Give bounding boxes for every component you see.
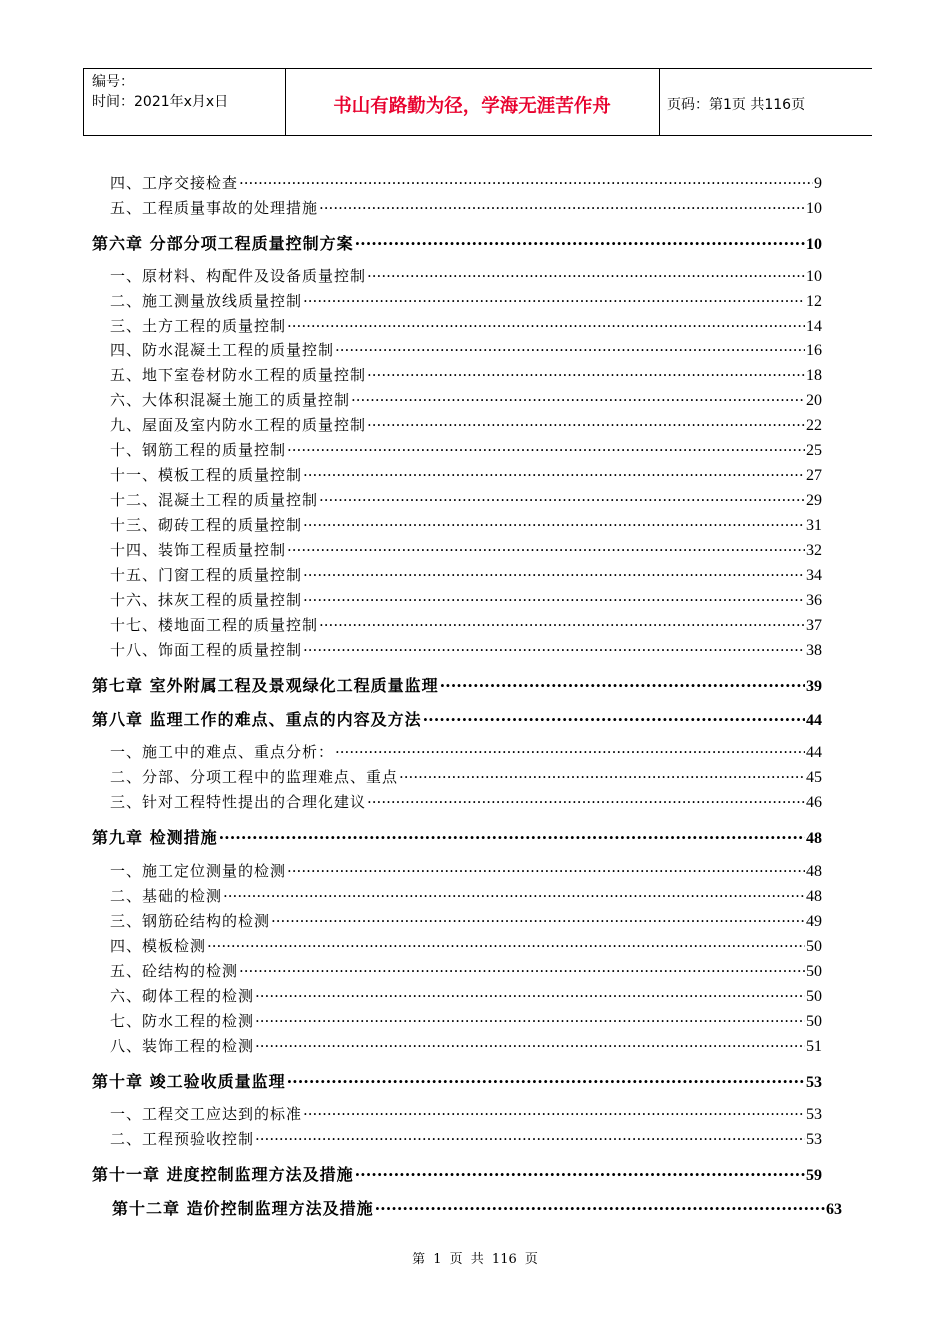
- toc-entry-title: 七、防水工程的检测: [110, 1012, 255, 1030]
- toc-dot-leader: [375, 1199, 825, 1218]
- toc-entry-title: 第十二章 造价控制监理方法及措施: [112, 1199, 374, 1218]
- toc-entry-page-number: 53: [806, 1074, 822, 1091]
- toc-entry-title: 六、大体积混凝土施工的质量控制: [110, 391, 351, 409]
- toc-section-entry[interactable]: [110, 439, 822, 460]
- toc-dot-leader: [255, 1130, 805, 1148]
- toc-entry-title: 一、原材料、构配件及设备质量控制: [110, 267, 367, 285]
- toc-dot-leader: [287, 1072, 805, 1091]
- toc-entry-page-number: 50: [806, 988, 822, 1005]
- toc-dot-leader: [351, 391, 805, 409]
- toc-entry-page-number: 10: [806, 268, 822, 285]
- toc-dot-leader: [367, 366, 805, 384]
- toc-dot-leader: [319, 491, 805, 509]
- toc-entry-page-number: 38: [806, 642, 822, 659]
- toc-entry-title: 第七章 室外附属工程及景观绿化工程质量监理: [92, 676, 439, 695]
- toc-section-entry[interactable]: [110, 1128, 822, 1149]
- toc-entry-page-number: 12: [806, 293, 822, 310]
- toc-dot-leader: [303, 292, 805, 310]
- toc-entry-title: 一、施工定位测量的检测: [110, 862, 287, 880]
- toc-entry-page-number: 45: [806, 769, 822, 786]
- toc-section-entry[interactable]: [110, 197, 822, 218]
- toc-entry-page-number: 27: [806, 467, 822, 484]
- toc-section-entry[interactable]: [110, 910, 822, 931]
- toc-chapter-entry[interactable]: [92, 673, 822, 696]
- header-motto: 书山有路勤为径，学海无涯苦作舟: [333, 96, 611, 117]
- toc-dot-leader: [355, 234, 805, 253]
- toc-entry-page-number: 44: [806, 712, 822, 729]
- toc-entry-page-number: 44: [806, 744, 822, 761]
- toc-entry-page-number: 53: [806, 1131, 822, 1148]
- toc-section-entry[interactable]: [110, 414, 822, 435]
- toc-entry-title: 五、砼结构的检测: [110, 962, 239, 980]
- toc-entry-title: 十六、抹灰工程的质量控制: [110, 591, 303, 609]
- toc-section-entry[interactable]: [110, 389, 822, 410]
- toc-entry-page-number: 16: [806, 342, 822, 359]
- toc-entry-page-number: 22: [806, 417, 822, 434]
- toc-entry-page-number: 51: [806, 1038, 822, 1055]
- toc-entry-page-number: 39: [806, 678, 822, 695]
- toc-entry-title: 十五、门窗工程的质量控制: [110, 566, 303, 584]
- toc-entry-title: 四、防水混凝土工程的质量控制: [110, 341, 335, 359]
- toc-section-entry[interactable]: [110, 290, 822, 311]
- toc-dot-leader: [303, 516, 805, 534]
- toc-entry-page-number: 37: [806, 617, 822, 634]
- toc-entry-title: 十七、楼地面工程的质量控制: [110, 616, 319, 634]
- toc-dot-leader: [303, 641, 805, 659]
- toc-section-entry[interactable]: [110, 564, 822, 585]
- toc-dot-leader: [255, 987, 805, 1005]
- toc-dot-leader: [303, 591, 805, 609]
- toc-entry-page-number: 63: [826, 1201, 842, 1218]
- toc-section-entry[interactable]: [110, 1103, 822, 1124]
- toc-entry-page-number: 18: [806, 367, 822, 384]
- toc-dot-leader: [367, 267, 805, 285]
- toc-section-entry[interactable]: [110, 315, 822, 336]
- toc-chapter-entry[interactable]: [112, 1196, 842, 1219]
- toc-section-entry[interactable]: [110, 339, 822, 360]
- toc-section-entry[interactable]: [110, 885, 822, 906]
- toc-section-entry[interactable]: [110, 791, 822, 812]
- toc-entry-title: 八、装饰工程的检测: [110, 1037, 255, 1055]
- toc-dot-leader: [239, 962, 805, 980]
- toc-dot-leader: [255, 1037, 805, 1055]
- header-page-label: 页码：第1页 共116页: [667, 97, 806, 113]
- toc-entry-title: 二、分部、分项工程中的监理难点、重点: [110, 768, 399, 786]
- toc-section-entry[interactable]: [110, 172, 822, 193]
- toc-dot-leader: [271, 912, 805, 930]
- toc-dot-leader: [303, 1105, 805, 1123]
- toc-entry-page-number: 59: [806, 1167, 822, 1184]
- toc-dot-leader: [423, 710, 805, 729]
- toc-entry-title: 十八、饰面工程的质量控制: [110, 641, 303, 659]
- page-footer: 第 1 页 共 116 页: [412, 1252, 538, 1267]
- toc-entry-page-number: 31: [806, 517, 822, 534]
- toc-section-entry[interactable]: [110, 589, 822, 610]
- toc-dot-leader: [239, 174, 813, 192]
- toc-entry-page-number: 10: [806, 200, 822, 217]
- toc-dot-leader: [287, 541, 805, 559]
- toc-entry-title: 第十章 竣工验收质量监理: [92, 1072, 286, 1091]
- toc-entry-page-number: 49: [806, 913, 822, 930]
- toc-entry-page-number: 48: [806, 888, 822, 905]
- toc-entry-title: 二、工程预验收控制: [110, 1130, 255, 1148]
- header-top-rule: [83, 68, 872, 69]
- toc-entry-title: 第九章 检测措施: [92, 828, 218, 847]
- header-meta: [92, 72, 228, 112]
- toc-dot-leader: [355, 1165, 805, 1184]
- toc-dot-leader: [367, 793, 805, 811]
- toc-entry-page-number: 10: [806, 236, 822, 253]
- toc-entry-page-number: 50: [806, 1013, 822, 1030]
- toc-section-entry[interactable]: [110, 364, 822, 385]
- toc-section-entry[interactable]: [110, 265, 822, 286]
- toc-dot-leader: [440, 676, 805, 695]
- toc-entry-page-number: 50: [806, 938, 822, 955]
- toc-entry-title: 二、施工测量放线质量控制: [110, 292, 303, 310]
- toc-dot-leader: [287, 441, 805, 459]
- toc-entry-title: 第十一章 进度控制监理方法及措施: [92, 1165, 354, 1184]
- toc-section-entry[interactable]: [110, 1010, 822, 1031]
- toc-dot-leader: [287, 317, 805, 335]
- toc-entry-page-number: 46: [806, 794, 822, 811]
- toc-section-entry[interactable]: [110, 960, 822, 981]
- toc-entry-title: 十、钢筋工程的质量控制: [110, 441, 287, 459]
- toc-chapter-entry[interactable]: [92, 231, 822, 254]
- toc-dot-leader: [367, 416, 805, 434]
- toc-entry-title: 十四、装饰工程质量控制: [110, 541, 287, 559]
- toc-entry-title: 四、工序交接检查: [110, 174, 239, 192]
- toc-entry-title: 五、地下室卷材防水工程的质量控制: [110, 366, 367, 384]
- toc-entry-page-number: 48: [806, 863, 822, 880]
- toc-entry-page-number: 29: [806, 492, 822, 509]
- header-divider-right: [659, 68, 660, 136]
- toc-section-entry[interactable]: [110, 639, 822, 660]
- toc-section-entry[interactable]: [110, 1035, 822, 1056]
- toc-entry-title: 三、钢筋砼结构的检测: [110, 912, 271, 930]
- toc-section-entry[interactable]: [110, 935, 822, 956]
- header-bottom-rule: [83, 135, 872, 136]
- toc-section-entry[interactable]: [110, 985, 822, 1006]
- toc-section-entry[interactable]: [110, 614, 822, 635]
- toc-entry-page-number: 48: [806, 830, 822, 847]
- toc-dot-leader: [223, 887, 805, 905]
- toc-entry-title: 一、施工中的难点、重点分析：: [110, 743, 335, 761]
- toc-entry-title: 十一、模板工程的质量控制: [110, 466, 303, 484]
- toc-section-entry[interactable]: [110, 766, 822, 787]
- toc-section-entry[interactable]: [110, 464, 822, 485]
- toc-entry-page-number: 36: [806, 592, 822, 609]
- toc-section-entry[interactable]: [110, 539, 822, 560]
- header-left-border: [83, 68, 84, 136]
- toc-chapter-entry[interactable]: [92, 1162, 822, 1185]
- toc-entry-title: 六、砌体工程的检测: [110, 987, 255, 1005]
- toc-entry-title: 二、基础的检测: [110, 887, 223, 905]
- toc-dot-leader: [287, 862, 805, 880]
- toc-dot-leader: [255, 1012, 805, 1030]
- document-time-label: 时间：2021年x月x日: [92, 94, 229, 110]
- toc-entry-title: 三、土方工程的质量控制: [110, 317, 287, 335]
- toc-entry-page-number: 14: [806, 318, 822, 335]
- toc-entry-title: 四、模板检测: [110, 937, 207, 955]
- toc-dot-leader: [207, 937, 805, 955]
- toc-entry-page-number: 25: [806, 442, 822, 459]
- toc-section-entry[interactable]: [110, 741, 822, 762]
- toc-chapter-entry[interactable]: [92, 707, 822, 730]
- toc-dot-leader: [303, 566, 805, 584]
- toc-dot-leader: [219, 828, 805, 847]
- toc-entry-title: 九、屋面及室内防水工程的质量控制: [110, 416, 367, 434]
- toc-dot-leader: [399, 768, 805, 786]
- toc-section-entry[interactable]: [110, 860, 822, 881]
- toc-dot-leader: [303, 466, 805, 484]
- toc-entry-page-number: 50: [806, 963, 822, 980]
- toc-entry-title: 第六章 分部分项工程质量控制方案: [92, 234, 354, 253]
- toc-section-entry[interactable]: [110, 489, 822, 510]
- toc-entry-page-number: 34: [806, 567, 822, 584]
- toc-chapter-entry[interactable]: [92, 825, 822, 848]
- toc-entry-title: 十二、混凝土工程的质量控制: [110, 491, 319, 509]
- toc-dot-leader: [319, 199, 805, 217]
- toc-entry-title: 五、工程质量事故的处理措施: [110, 199, 319, 217]
- document-number-label: 编号：: [92, 74, 134, 90]
- toc-dot-leader: [319, 616, 805, 634]
- toc-entry-title: 十三、砌砖工程的质量控制: [110, 516, 303, 534]
- toc-entry-page-number: 20: [806, 392, 822, 409]
- toc-entry-page-number: 53: [806, 1106, 822, 1123]
- toc-entry-page-number: 9: [814, 175, 822, 192]
- toc-entry-title: 三、针对工程特性提出的合理化建议: [110, 793, 367, 811]
- toc-entry-title: 一、工程交工应达到的标准: [110, 1105, 303, 1123]
- toc-dot-leader: [335, 341, 805, 359]
- toc-entry-page-number: 32: [806, 542, 822, 559]
- toc-entry-title: 第八章 监理工作的难点、重点的内容及方法: [92, 710, 422, 729]
- toc-dot-leader: [335, 743, 805, 761]
- toc-chapter-entry[interactable]: [92, 1069, 822, 1092]
- toc-section-entry[interactable]: [110, 514, 822, 535]
